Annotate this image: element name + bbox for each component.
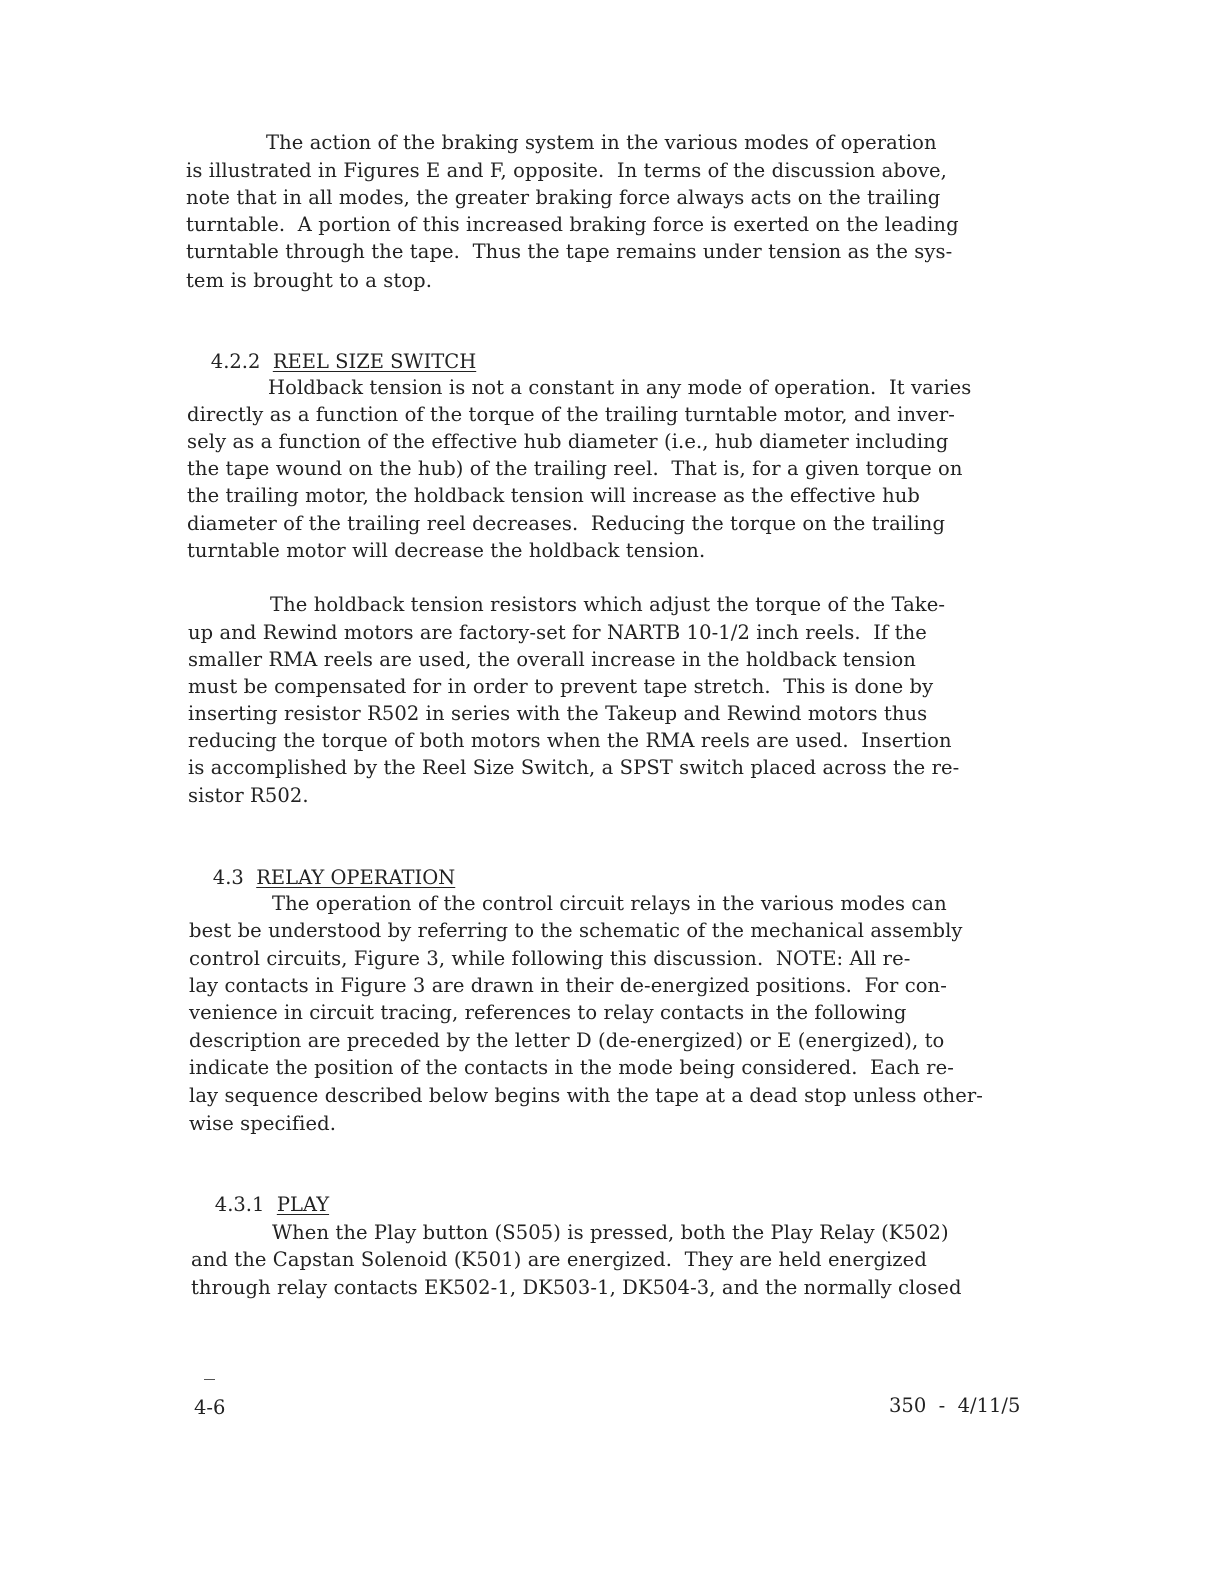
text-line: and the Capstan Solenoid (K501) are energized. They are held energized [191, 1248, 927, 1271]
text-line: lay sequence described below begins with the tape at a dead stop unless other- [189, 1084, 983, 1107]
text-line: the trailing motor, the holdback tension will increase as the effective hub [187, 484, 920, 507]
text-line: the tape wound on the hub) of the trailing reel. That is, for a given torque on [187, 457, 963, 480]
text-line: directly as a function of the torque of the trailing turntable motor, and inver- [187, 403, 955, 426]
text-line: turntable. A portion of this increased braking force is exerted on the leading [186, 213, 959, 236]
text-line: is accomplished by the Reel Size Switch, a SPST switch placed across the re- [188, 756, 960, 779]
text-line: The action of the braking system in the various modes of operation [266, 131, 937, 154]
text-line: The holdback tension resistors which adjust the torque of the Take- [270, 593, 946, 616]
margin-dash [204, 1379, 215, 1380]
text-line: up and Rewind motors are factory-set for NARTB 10-1/2 inch reels. If the [188, 621, 927, 644]
text-line: Holdback tension is not a constant in any mode of operation. It varies [268, 376, 972, 399]
text-line: lay contacts in Figure 3 are drawn in their de-energized positions. For con- [189, 974, 947, 997]
text-line: sely as a function of the effective hub diameter (i.e., hub diameter including [187, 430, 949, 453]
text-line: sistor R502. [188, 784, 309, 807]
page-number: 4-6 [194, 1396, 226, 1419]
text-line: note that in all modes, the greater braking force always acts on the trailing [186, 186, 941, 209]
section-title: PLAY [276, 1193, 330, 1216]
section-title: RELAY OPERATION [256, 866, 456, 889]
text-line: description are preceded by the letter D (de-energized) or E (energized), to [189, 1029, 945, 1052]
text-line: turntable motor will decrease the holdback tension. [187, 539, 706, 562]
section-title: REEL SIZE SWITCH [272, 350, 477, 373]
text-line: The operation of the control circuit relays in the various modes can [272, 892, 947, 915]
text-line: must be compensated for in order to prevent tape stretch. This is done by [188, 675, 934, 698]
text-line: smaller RMA reels are used, the overall increase in the holdback tension [188, 648, 916, 671]
document-reference: 350 - 4/11/5 [889, 1394, 1021, 1417]
section-number: 4.3.1 [214, 1193, 265, 1216]
section-number: 4.2.2 [210, 350, 261, 373]
text-line: When the Play button (S505) is pressed, both the Play Relay (K502) [272, 1221, 949, 1244]
text-line: venience in circuit tracing, references to relay contacts in the following [189, 1001, 907, 1024]
text-line: turntable through the tape. Thus the tape remains under tension as the sys- [186, 240, 953, 263]
text-line: indicate the position of the contacts in the mode being considered. Each re- [189, 1056, 954, 1079]
text-line: wise specified. [189, 1112, 337, 1135]
text-line: diameter of the trailing reel decreases. Reducing the torque on the trailing [187, 512, 946, 535]
text-line: through relay contacts EK502-1, DK503-1, DK504-3, and the normally closed [191, 1276, 962, 1299]
text-line: control circuits, Figure 3, while following this discussion. NOTE: All re- [189, 947, 911, 970]
text-line: tem is brought to a stop. [186, 269, 433, 292]
text-line: best be understood by referring to the schematic of the mechanical assembly [189, 919, 963, 942]
section-number: 4.3 [212, 866, 244, 889]
text-line: inserting resistor R502 in series with the Takeup and Rewind motors thus [188, 702, 928, 725]
text-line: is illustrated in Figures E and F, opposite. In terms of the discussion above, [186, 159, 947, 182]
text-line: reducing the torque of both motors when the RMA reels are used. Insertion [188, 729, 952, 752]
